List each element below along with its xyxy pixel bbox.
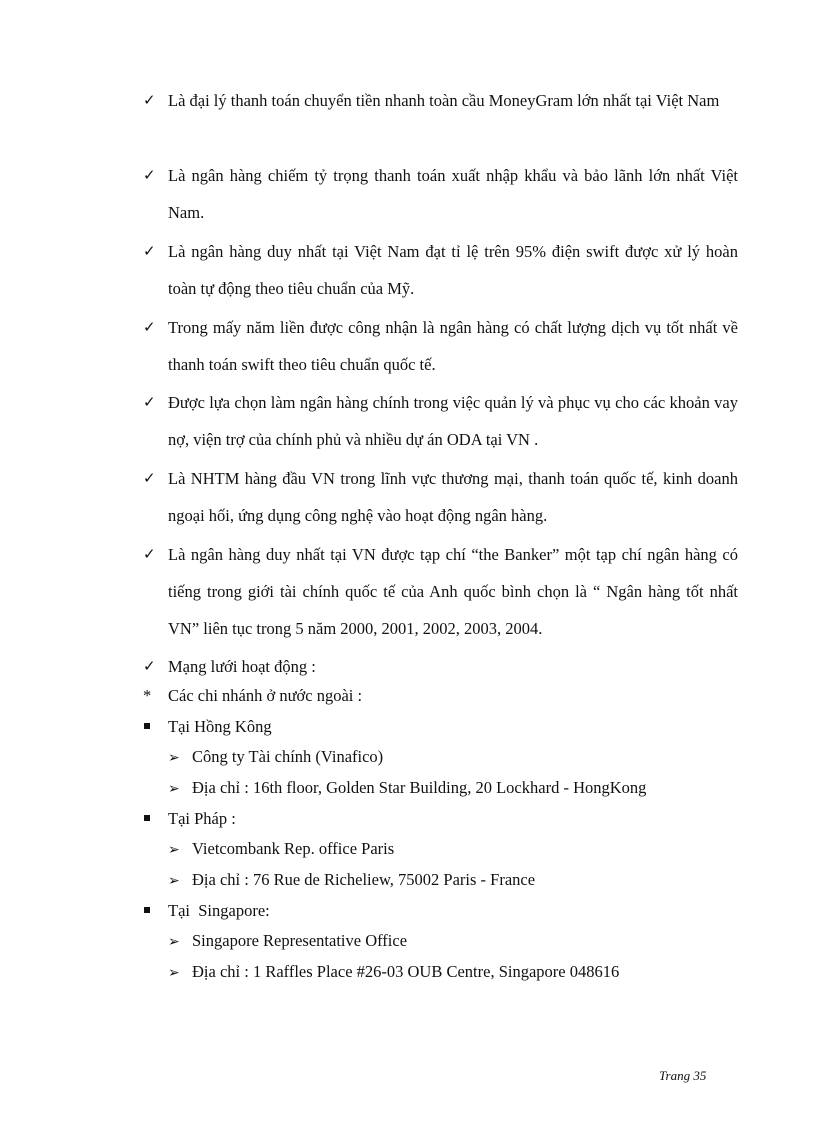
bullet-text: Là ngân hàng duy nhất tại VN được tạp chí “the Banker” một tạp chí ngân hàng có tiếng trong giới tài chính quốc tế của Anh quốc bình chọn là “ Ngân hàng tốt nhất VN” liên tục trong 5 năm 2000, 2001, 2002, 2003, 2004. [168,545,738,638]
branch-detail-text: Công ty Tài chính (Vinafico) [192,747,384,766]
bullet-text: Là ngân hàng duy nhất tại Việt Nam đạt tỉ lệ trên 95% điện swift được xử lý hoàn toàn tự động theo tiêu chuẩn của Mỹ. [168,242,738,298]
check-icon: ✓ [143,393,156,411]
arrow-icon: ➢ [168,934,180,950]
square-bullet-icon [143,712,168,742]
bullet-the-banker [143,536,738,647]
square-bullet-icon [143,804,168,834]
arrow-icon: ➢ [168,842,180,858]
branches-heading [143,681,362,711]
branch-detail [168,773,646,804]
branch-detail [168,865,535,896]
branch-detail-text: Địa chỉ : 16th floor, Golden Star Building, 20 Lockhard - HongKong [192,778,647,797]
branch-singapore [143,896,270,926]
bullet-text: Là NHTM hàng đầu VN trong lĩnh vực thương mại, thanh toán quốc tế, kinh doanh ngoại hối, ứng dụng công nghệ vào hoạt động ngân hàng. [168,469,738,525]
branch-detail-text: Địa chỉ : 76 Rue de Richeliew, 75002 Paris - France [192,870,536,889]
check-icon: ✓ [143,91,156,109]
bullet-text: Là ngân hàng chiếm tỷ trọng thanh toán xuất nhập khẩu và bảo lãnh lớn nhất Việt Nam. [168,166,738,222]
bullet-leading-bank [143,460,738,534]
check-icon: ✓ [143,469,156,487]
bullet-text: Trong mấy năm liền được công nhận là ngân hàng có chất lượng dịch vụ tốt nhất về thanh toán swift theo tiêu chuẩn quốc tế. [168,318,738,374]
bullet-text: Mạng lưới hoạt động : [168,657,316,676]
check-icon: ✓ [143,166,156,184]
bullet-text: Là đại lý thanh toán chuyển tiền nhanh toàn cầu MoneyGram lớn nhất tại Việt Nam [168,91,720,110]
branch-detail-text: Địa chỉ : 1 Raffles Place #26-03 OUB Centre, Singapore 048616 [192,962,620,981]
arrow-icon: ➢ [168,750,180,766]
arrow-icon: ➢ [168,873,180,889]
check-icon: ✓ [143,318,156,336]
branch-name: Tại Singapore: [168,901,270,920]
branch-detail [168,957,619,988]
branch-name: Tại Hồng Kông [168,717,272,736]
bullet-swift-automation [143,233,738,307]
branches-heading-text: Các chi nhánh ở nước ngoài : [168,686,363,705]
star-icon: * [143,686,152,705]
bullet-import-export [143,157,738,231]
branch-detail [168,926,407,957]
branch-detail [168,742,383,773]
branch-detail-text: Vietcombank Rep. office Paris [192,839,395,858]
arrow-icon: ➢ [168,965,180,981]
branch-detail [168,834,394,865]
branch-hong-kong [143,712,272,742]
branch-detail-text: Singapore Representative Office [192,931,408,950]
check-icon: ✓ [143,657,156,675]
bullet-moneygram [143,82,738,119]
arrow-icon: ➢ [168,781,180,797]
branch-name: Tại Pháp : [168,809,236,828]
square-bullet-icon [143,896,168,926]
page-number: Trang 35 [659,1068,707,1083]
bullet-network [143,648,738,685]
check-icon: ✓ [143,545,156,563]
check-icon: ✓ [143,242,156,260]
bullet-swift-quality [143,309,738,383]
bullet-text: Được lựa chọn làm ngân hàng chính trong việc quản lý và phục vụ cho các khoản vay nợ, viện trợ của chính phủ và nhiều dự án ODA tại VN . [168,393,738,449]
bullet-oda [143,384,738,458]
branch-france [143,804,236,834]
